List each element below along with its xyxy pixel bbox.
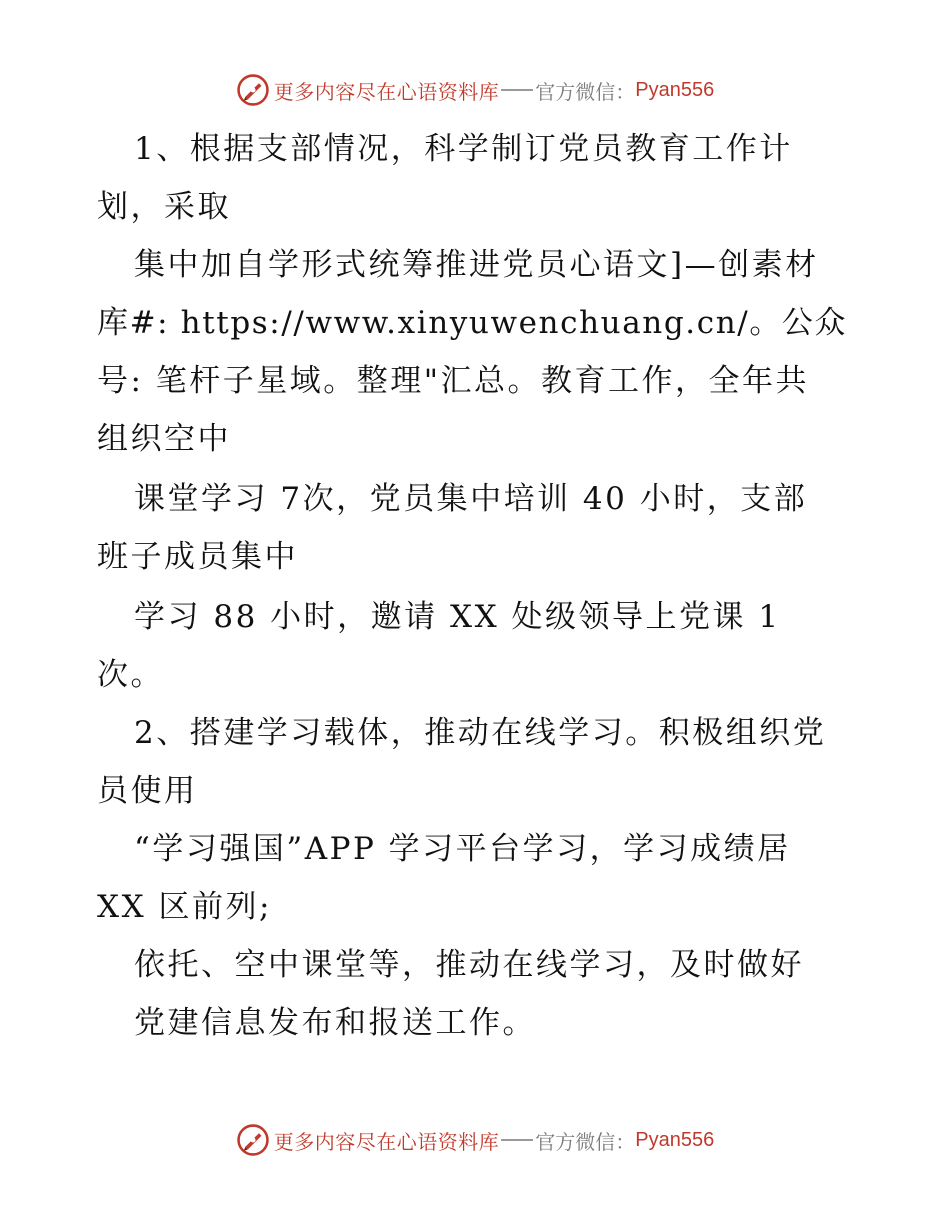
body-line-10: 次。 [97, 657, 164, 693]
header-banner-dash [501, 89, 533, 91]
body-line-4: 库#: https://www.xinyuwenchuang.cn/。公众 [97, 305, 848, 341]
body-line-14: XX 区前列; [97, 889, 272, 925]
header-banner-title: 更多内容尽在心语资料库 [273, 79, 500, 104]
body-line-7: 课堂学习 7次，党员集中培训 40 小时，支部 [134, 481, 808, 517]
footer-banner [0, 1120, 950, 1160]
header-banner-label: 官方微信： [535, 79, 636, 104]
body-line-8: 班子成员集中 [97, 539, 298, 575]
footer-banner-title: 更多内容尽在心语资料库 [273, 1129, 500, 1154]
body-line-15: 依托、空中课堂等，推动在线学习，及时做好 [134, 947, 804, 983]
body-line-16: 党建信息发布和报送工作。 [134, 1005, 536, 1041]
footer-banner-wechat: Pyan556 [635, 1128, 715, 1151]
pen-logo-icon [236, 1123, 270, 1157]
footer-banner-dash [501, 1139, 533, 1141]
footer-banner-label: 官方微信： [535, 1129, 636, 1154]
body-line-6: 组织空中 [97, 421, 231, 457]
body-line-12: 员使用 [97, 773, 198, 809]
body-line-3: 集中加自学形式统筹推进党员心语文]—创素材 [134, 247, 819, 283]
body-line-2: 划，采取 [97, 189, 231, 225]
body-line-9: 学习 88 小时，邀请 XX 处级领导上党课 1 [134, 599, 781, 635]
body-line-5: 号: 笔杆子星域。整理"汇总。教育工作，全年共 [97, 363, 810, 399]
pen-logo-icon [236, 73, 270, 107]
header-banner-wechat: Pyan556 [635, 78, 715, 101]
body-line-13: “学习强国”APP 学习平台学习，学习成绩居 [134, 831, 791, 867]
body-line-1: 1、根据支部情况，科学制订党员教育工作计 [134, 131, 793, 167]
body-line-11: 2、搭建学习载体，推动在线学习。积极组织党 [134, 715, 827, 751]
header-banner [0, 70, 950, 110]
